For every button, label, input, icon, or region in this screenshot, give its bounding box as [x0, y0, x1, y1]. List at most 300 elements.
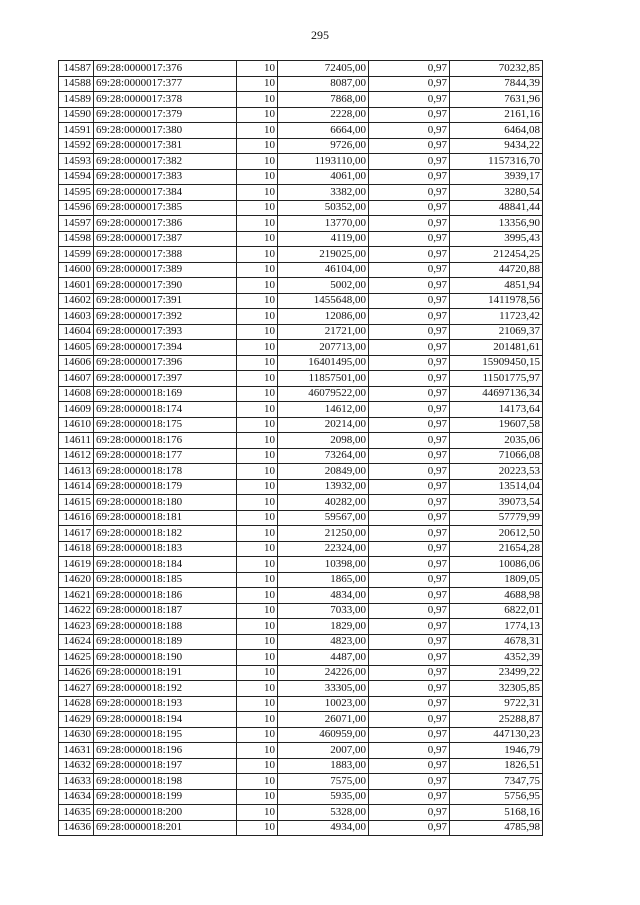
result-cell: 4352,39 [450, 650, 543, 666]
cadastral-number-cell: 69:28:0000018:174 [94, 402, 237, 418]
result-cell: 4678,31 [450, 634, 543, 650]
coefficient-cell: 10 [237, 681, 278, 697]
table-row [59, 650, 543, 666]
table-row [59, 774, 543, 790]
result-cell: 1946,79 [450, 743, 543, 759]
value-cell: 2228,00 [278, 107, 369, 123]
table-row [59, 681, 543, 697]
factor-cell: 0,97 [369, 107, 450, 123]
cadastral-number-cell: 69:28:0000018:192 [94, 681, 237, 697]
value-cell: 40282,00 [278, 495, 369, 511]
result-cell: 9722,31 [450, 696, 543, 712]
row-number-cell: 14617 [59, 526, 94, 542]
cadastral-number-cell: 69:28:0000017:379 [94, 107, 237, 123]
coefficient-cell: 10 [237, 634, 278, 650]
table-row [59, 541, 543, 557]
coefficient-cell: 10 [237, 402, 278, 418]
row-number-cell: 14602 [59, 293, 94, 309]
table-row [59, 402, 543, 418]
result-cell: 44697136,34 [450, 386, 543, 402]
cadastral-number-cell: 69:28:0000018:184 [94, 557, 237, 573]
cadastral-number-cell: 69:28:0000017:377 [94, 76, 237, 92]
table-row [59, 479, 543, 495]
row-number-cell: 14601 [59, 278, 94, 294]
coefficient-cell: 10 [237, 541, 278, 557]
cadastral-number-cell: 69:28:0000017:388 [94, 247, 237, 263]
factor-cell: 0,97 [369, 820, 450, 836]
result-cell: 4785,98 [450, 820, 543, 836]
row-number-cell: 14629 [59, 712, 94, 728]
value-cell: 33305,00 [278, 681, 369, 697]
coefficient-cell: 10 [237, 247, 278, 263]
value-cell: 4487,00 [278, 650, 369, 666]
cadastral-number-cell: 69:28:0000018:181 [94, 510, 237, 526]
coefficient-cell: 10 [237, 185, 278, 201]
result-cell: 20612,50 [450, 526, 543, 542]
table-row [59, 200, 543, 216]
value-cell: 13932,00 [278, 479, 369, 495]
table-body [59, 61, 543, 836]
row-number-cell: 14631 [59, 743, 94, 759]
table-row [59, 603, 543, 619]
coefficient-cell: 10 [237, 650, 278, 666]
cadastral-number-cell: 69:28:0000018:175 [94, 417, 237, 433]
cadastral-number-cell: 69:28:0000018:199 [94, 789, 237, 805]
value-cell: 16401495,00 [278, 355, 369, 371]
value-cell: 10398,00 [278, 557, 369, 573]
result-cell: 14173,64 [450, 402, 543, 418]
result-cell: 9434,22 [450, 138, 543, 154]
row-number-cell: 14587 [59, 61, 94, 77]
row-number-cell: 14613 [59, 464, 94, 480]
table-row [59, 278, 543, 294]
value-cell: 7033,00 [278, 603, 369, 619]
row-number-cell: 14614 [59, 479, 94, 495]
cadastral-number-cell: 69:28:0000018:183 [94, 541, 237, 557]
result-cell: 1411978,56 [450, 293, 543, 309]
factor-cell: 0,97 [369, 185, 450, 201]
row-number-cell: 14604 [59, 324, 94, 340]
cadastral-number-cell: 69:28:0000017:384 [94, 185, 237, 201]
value-cell: 22324,00 [278, 541, 369, 557]
coefficient-cell: 10 [237, 712, 278, 728]
row-number-cell: 14615 [59, 495, 94, 511]
value-cell: 8087,00 [278, 76, 369, 92]
result-cell: 6822,01 [450, 603, 543, 619]
factor-cell: 0,97 [369, 526, 450, 542]
table-row [59, 805, 543, 821]
cadastral-number-cell: 69:28:0000018:198 [94, 774, 237, 790]
table-row [59, 572, 543, 588]
table-row [59, 820, 543, 836]
factor-cell: 0,97 [369, 278, 450, 294]
value-cell: 50352,00 [278, 200, 369, 216]
cadastral-number-cell: 69:28:0000017:390 [94, 278, 237, 294]
table-row [59, 169, 543, 185]
factor-cell: 0,97 [369, 76, 450, 92]
result-cell: 21069,37 [450, 324, 543, 340]
table-row [59, 138, 543, 154]
row-number-cell: 14635 [59, 805, 94, 821]
result-cell: 13514,04 [450, 479, 543, 495]
value-cell: 7868,00 [278, 92, 369, 108]
table-row [59, 324, 543, 340]
cadastral-number-cell: 69:28:0000018:188 [94, 619, 237, 635]
row-number-cell: 14619 [59, 557, 94, 573]
cadastral-number-cell: 69:28:0000018:177 [94, 448, 237, 464]
factor-cell: 0,97 [369, 324, 450, 340]
cadastral-number-cell: 69:28:0000018:169 [94, 386, 237, 402]
cadastral-number-cell: 69:28:0000017:396 [94, 355, 237, 371]
table-row [59, 433, 543, 449]
factor-cell: 0,97 [369, 495, 450, 511]
cadastral-number-cell: 69:28:0000017:386 [94, 216, 237, 232]
coefficient-cell: 10 [237, 200, 278, 216]
result-cell: 5168,16 [450, 805, 543, 821]
table-row [59, 293, 543, 309]
table-row [59, 588, 543, 604]
cadastral-number-cell: 69:28:0000017:389 [94, 262, 237, 278]
value-cell: 1883,00 [278, 758, 369, 774]
value-cell: 207713,00 [278, 340, 369, 356]
row-number-cell: 14610 [59, 417, 94, 433]
table-row [59, 76, 543, 92]
factor-cell: 0,97 [369, 92, 450, 108]
factor-cell: 0,97 [369, 572, 450, 588]
cadastral-number-cell: 69:28:0000017:393 [94, 324, 237, 340]
row-number-cell: 14606 [59, 355, 94, 371]
factor-cell: 0,97 [369, 247, 450, 263]
cadastral-number-cell: 69:28:0000017:385 [94, 200, 237, 216]
value-cell: 9726,00 [278, 138, 369, 154]
table-row [59, 92, 543, 108]
coefficient-cell: 10 [237, 262, 278, 278]
factor-cell: 0,97 [369, 216, 450, 232]
result-cell: 15909450,15 [450, 355, 543, 371]
page-number: 295 [311, 28, 329, 42]
cadastral-number-cell: 69:28:0000018:186 [94, 588, 237, 604]
row-number-cell: 14607 [59, 371, 94, 387]
table-row [59, 61, 543, 77]
row-number-cell: 14621 [59, 588, 94, 604]
factor-cell: 0,97 [369, 805, 450, 821]
value-cell: 1829,00 [278, 619, 369, 635]
table-row [59, 696, 543, 712]
factor-cell: 0,97 [369, 402, 450, 418]
row-number-cell: 14624 [59, 634, 94, 650]
result-cell: 3995,43 [450, 231, 543, 247]
coefficient-cell: 10 [237, 278, 278, 294]
result-cell: 1774,13 [450, 619, 543, 635]
table-row [59, 712, 543, 728]
value-cell: 2098,00 [278, 433, 369, 449]
coefficient-cell: 10 [237, 61, 278, 77]
value-cell: 219025,00 [278, 247, 369, 263]
cadastral-number-cell: 69:28:0000018:200 [94, 805, 237, 821]
row-number-cell: 14600 [59, 262, 94, 278]
cadastral-number-cell: 69:28:0000018:193 [94, 696, 237, 712]
factor-cell: 0,97 [369, 61, 450, 77]
result-cell: 19607,58 [450, 417, 543, 433]
value-cell: 21250,00 [278, 526, 369, 542]
row-number-cell: 14622 [59, 603, 94, 619]
coefficient-cell: 10 [237, 448, 278, 464]
coefficient-cell: 10 [237, 340, 278, 356]
factor-cell: 0,97 [369, 634, 450, 650]
table-row [59, 371, 543, 387]
table-row [59, 727, 543, 743]
row-number-cell: 14603 [59, 309, 94, 325]
cadastral-number-cell: 69:28:0000018:179 [94, 479, 237, 495]
coefficient-cell: 10 [237, 619, 278, 635]
cadastral-number-cell: 69:28:0000018:187 [94, 603, 237, 619]
result-cell: 23499,22 [450, 665, 543, 681]
row-number-cell: 14598 [59, 231, 94, 247]
cadastral-number-cell: 69:28:0000018:197 [94, 758, 237, 774]
coefficient-cell: 10 [237, 526, 278, 542]
cadastral-number-cell: 69:28:0000018:196 [94, 743, 237, 759]
factor-cell: 0,97 [369, 355, 450, 371]
row-number-cell: 14634 [59, 789, 94, 805]
factor-cell: 0,97 [369, 727, 450, 743]
coefficient-cell: 10 [237, 696, 278, 712]
value-cell: 1455648,00 [278, 293, 369, 309]
coefficient-cell: 10 [237, 107, 278, 123]
cadastral-number-cell: 69:28:0000018:189 [94, 634, 237, 650]
coefficient-cell: 10 [237, 169, 278, 185]
row-number-cell: 14632 [59, 758, 94, 774]
factor-cell: 0,97 [369, 262, 450, 278]
value-cell: 46079522,00 [278, 386, 369, 402]
coefficient-cell: 10 [237, 433, 278, 449]
value-cell: 4834,00 [278, 588, 369, 604]
factor-cell: 0,97 [369, 758, 450, 774]
factor-cell: 0,97 [369, 541, 450, 557]
coefficient-cell: 10 [237, 665, 278, 681]
cadastral-number-cell: 69:28:0000017:382 [94, 154, 237, 170]
row-number-cell: 14593 [59, 154, 94, 170]
value-cell: 4823,00 [278, 634, 369, 650]
factor-cell: 0,97 [369, 681, 450, 697]
factor-cell: 0,97 [369, 603, 450, 619]
table-row [59, 185, 543, 201]
coefficient-cell: 10 [237, 789, 278, 805]
row-number-cell: 14618 [59, 541, 94, 557]
table-row [59, 262, 543, 278]
row-number-cell: 14599 [59, 247, 94, 263]
cadastral-number-cell: 69:28:0000018:191 [94, 665, 237, 681]
table-row [59, 665, 543, 681]
value-cell: 4061,00 [278, 169, 369, 185]
coefficient-cell: 10 [237, 588, 278, 604]
factor-cell: 0,97 [369, 154, 450, 170]
coefficient-cell: 10 [237, 216, 278, 232]
table-row [59, 495, 543, 511]
table-row [59, 216, 543, 232]
coefficient-cell: 10 [237, 464, 278, 480]
result-cell: 1826,51 [450, 758, 543, 774]
result-cell: 201481,61 [450, 340, 543, 356]
result-cell: 44720,88 [450, 262, 543, 278]
factor-cell: 0,97 [369, 665, 450, 681]
row-number-cell: 14596 [59, 200, 94, 216]
value-cell: 5935,00 [278, 789, 369, 805]
value-cell: 12086,00 [278, 309, 369, 325]
coefficient-cell: 10 [237, 603, 278, 619]
coefficient-cell: 10 [237, 479, 278, 495]
result-cell: 48841,44 [450, 200, 543, 216]
value-cell: 20214,00 [278, 417, 369, 433]
factor-cell: 0,97 [369, 479, 450, 495]
result-cell: 25288,87 [450, 712, 543, 728]
coefficient-cell: 10 [237, 774, 278, 790]
result-cell: 6464,08 [450, 123, 543, 139]
coefficient-cell: 10 [237, 743, 278, 759]
row-number-cell: 14595 [59, 185, 94, 201]
factor-cell: 0,97 [369, 309, 450, 325]
coefficient-cell: 10 [237, 324, 278, 340]
cadastral-number-cell: 69:28:0000018:194 [94, 712, 237, 728]
cadastral-number-cell: 69:28:0000018:201 [94, 820, 237, 836]
coefficient-cell: 10 [237, 557, 278, 573]
table-row [59, 510, 543, 526]
row-number-cell: 14594 [59, 169, 94, 185]
factor-cell: 0,97 [369, 464, 450, 480]
value-cell: 46104,00 [278, 262, 369, 278]
value-cell: 3382,00 [278, 185, 369, 201]
coefficient-cell: 10 [237, 727, 278, 743]
factor-cell: 0,97 [369, 789, 450, 805]
cadastral-number-cell: 69:28:0000017:376 [94, 61, 237, 77]
result-cell: 4851,94 [450, 278, 543, 294]
value-cell: 460959,00 [278, 727, 369, 743]
factor-cell: 0,97 [369, 510, 450, 526]
row-number-cell: 14588 [59, 76, 94, 92]
row-number-cell: 14630 [59, 727, 94, 743]
row-number-cell: 14623 [59, 619, 94, 635]
value-cell: 72405,00 [278, 61, 369, 77]
data-table [58, 60, 543, 836]
factor-cell: 0,97 [369, 650, 450, 666]
row-number-cell: 14636 [59, 820, 94, 836]
table-row [59, 789, 543, 805]
table-row [59, 355, 543, 371]
value-cell: 26071,00 [278, 712, 369, 728]
table-row [59, 464, 543, 480]
table-row [59, 634, 543, 650]
coefficient-cell: 10 [237, 309, 278, 325]
cadastral-number-cell: 69:28:0000017:380 [94, 123, 237, 139]
factor-cell: 0,97 [369, 557, 450, 573]
result-cell: 1809,05 [450, 572, 543, 588]
table-row [59, 154, 543, 170]
result-cell: 39073,54 [450, 495, 543, 511]
coefficient-cell: 10 [237, 154, 278, 170]
table-row [59, 340, 543, 356]
row-number-cell: 14592 [59, 138, 94, 154]
factor-cell: 0,97 [369, 169, 450, 185]
coefficient-cell: 10 [237, 138, 278, 154]
factor-cell: 0,97 [369, 448, 450, 464]
table-row [59, 107, 543, 123]
table-row [59, 309, 543, 325]
result-cell: 5756,95 [450, 789, 543, 805]
coefficient-cell: 10 [237, 820, 278, 836]
result-cell: 447130,23 [450, 727, 543, 743]
result-cell: 32305,85 [450, 681, 543, 697]
coefficient-cell: 10 [237, 510, 278, 526]
value-cell: 10023,00 [278, 696, 369, 712]
row-number-cell: 14589 [59, 92, 94, 108]
result-cell: 70232,85 [450, 61, 543, 77]
table-row [59, 619, 543, 635]
result-cell: 21654,28 [450, 541, 543, 557]
cadastral-number-cell: 69:28:0000017:383 [94, 169, 237, 185]
table-row [59, 123, 543, 139]
cadastral-number-cell: 69:28:0000017:397 [94, 371, 237, 387]
factor-cell: 0,97 [369, 340, 450, 356]
table-row [59, 417, 543, 433]
result-cell: 3939,17 [450, 169, 543, 185]
value-cell: 2007,00 [278, 743, 369, 759]
factor-cell: 0,97 [369, 386, 450, 402]
table-row [59, 448, 543, 464]
coefficient-cell: 10 [237, 355, 278, 371]
coefficient-cell: 10 [237, 293, 278, 309]
row-number-cell: 14605 [59, 340, 94, 356]
cadastral-number-cell: 69:28:0000017:381 [94, 138, 237, 154]
factor-cell: 0,97 [369, 433, 450, 449]
row-number-cell: 14611 [59, 433, 94, 449]
result-cell: 4688,98 [450, 588, 543, 604]
result-cell: 212454,25 [450, 247, 543, 263]
table-row [59, 557, 543, 573]
row-number-cell: 14625 [59, 650, 94, 666]
value-cell: 5002,00 [278, 278, 369, 294]
coefficient-cell: 10 [237, 231, 278, 247]
factor-cell: 0,97 [369, 588, 450, 604]
value-cell: 13770,00 [278, 216, 369, 232]
coefficient-cell: 10 [237, 758, 278, 774]
value-cell: 6664,00 [278, 123, 369, 139]
result-cell: 10086,06 [450, 557, 543, 573]
factor-cell: 0,97 [369, 696, 450, 712]
factor-cell: 0,97 [369, 371, 450, 387]
row-number-cell: 14626 [59, 665, 94, 681]
factor-cell: 0,97 [369, 774, 450, 790]
row-number-cell: 14608 [59, 386, 94, 402]
cadastral-number-cell: 69:28:0000018:182 [94, 526, 237, 542]
result-cell: 7631,96 [450, 92, 543, 108]
result-cell: 7347,75 [450, 774, 543, 790]
value-cell: 11857501,00 [278, 371, 369, 387]
factor-cell: 0,97 [369, 293, 450, 309]
row-number-cell: 14620 [59, 572, 94, 588]
value-cell: 24226,00 [278, 665, 369, 681]
coefficient-cell: 10 [237, 76, 278, 92]
cadastral-number-cell: 69:28:0000018:176 [94, 433, 237, 449]
value-cell: 14612,00 [278, 402, 369, 418]
cadastral-number-cell: 69:28:0000017:391 [94, 293, 237, 309]
coefficient-cell: 10 [237, 386, 278, 402]
cadastral-number-cell: 69:28:0000018:185 [94, 572, 237, 588]
result-cell: 20223,53 [450, 464, 543, 480]
cadastral-number-cell: 69:28:0000018:180 [94, 495, 237, 511]
result-cell: 13356,90 [450, 216, 543, 232]
result-cell: 7844,39 [450, 76, 543, 92]
coefficient-cell: 10 [237, 92, 278, 108]
row-number-cell: 14612 [59, 448, 94, 464]
